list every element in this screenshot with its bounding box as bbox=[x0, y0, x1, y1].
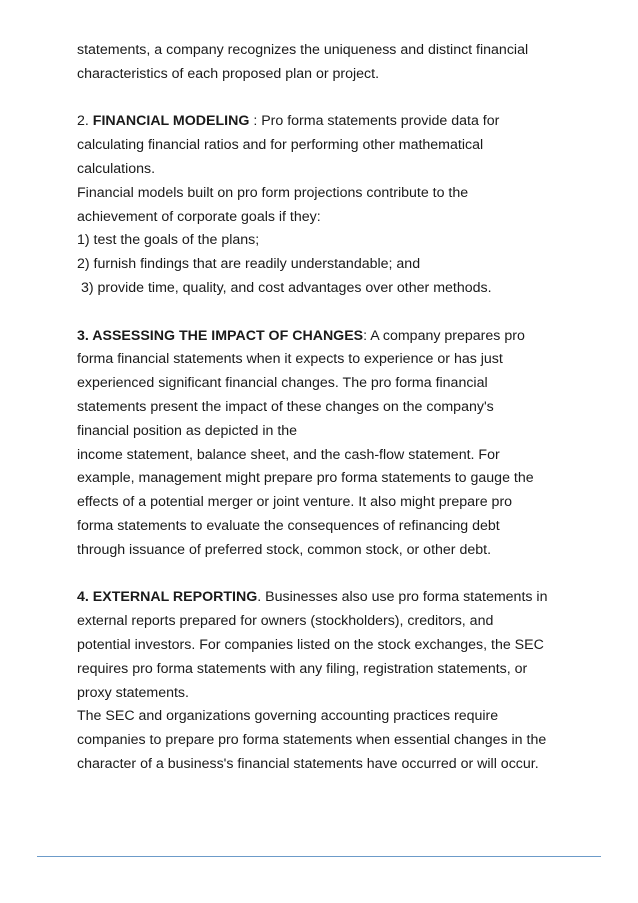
section-2-list-item: 1) test the goals of the plans; bbox=[77, 232, 260, 249]
section-3-line: forma statements to evaluate the consequences of refinancing debt bbox=[77, 517, 500, 534]
section-2-line: Financial models built on pro form projections contribute to the bbox=[77, 184, 469, 201]
section-3-heading: 3. ASSESSING THE IMPACT OF CHANGES bbox=[77, 327, 364, 344]
section-4-line: proxy statements. bbox=[77, 684, 189, 701]
section-4-line: The SEC and organizations governing accounting practices require bbox=[77, 708, 499, 725]
section-2-line: calculations. bbox=[77, 160, 156, 177]
section-3-line: forma financial statements when it expects to experience or has just bbox=[77, 351, 503, 368]
section-2-line: calculating financial ratios and for performing other mathematical bbox=[77, 137, 484, 154]
section-assessing-impact bbox=[77, 325, 617, 563]
paragraph-gap bbox=[77, 563, 617, 587]
section-4-first-line-text: . Businesses also use pro forma statements in bbox=[257, 589, 548, 606]
section-3-line: financial position as depicted in the bbox=[77, 422, 298, 439]
section-4-line: potential investors. For companies listed on the stock exchanges, the SEC bbox=[77, 636, 544, 653]
section-3-line: experienced significant financial changes. The pro forma financial bbox=[77, 375, 488, 392]
section-4-first-line bbox=[77, 586, 617, 610]
document-body bbox=[77, 39, 617, 777]
section-3-line: example, management might prepare pro forma statements to gauge the bbox=[77, 470, 534, 487]
section-2-line: achievement of corporate goals if they: bbox=[77, 208, 321, 225]
section-3-line: statements present the impact of these changes on the company's bbox=[77, 398, 494, 415]
intro-line: characteristics of each proposed plan or project. bbox=[77, 65, 380, 82]
section-financial-modeling bbox=[77, 110, 617, 300]
footer-divider bbox=[37, 856, 601, 857]
intro-paragraph bbox=[77, 39, 617, 87]
section-4-line: external reports prepared for owners (stockholders), creditors, and bbox=[77, 613, 494, 630]
paragraph-gap bbox=[77, 87, 617, 111]
section-4-line: requires pro forma statements with any filing, registration statements, or bbox=[77, 660, 528, 677]
section-3-first-line-text: : A company prepares pro bbox=[363, 327, 525, 344]
section-4-line: companies to prepare pro forma statements when essential changes in the bbox=[77, 732, 547, 749]
paragraph-gap bbox=[77, 301, 617, 325]
intro-line: statements, a company recognizes the uniqueness and distinct financial bbox=[77, 42, 529, 58]
section-2-first-line bbox=[77, 110, 617, 134]
section-3-line: effects of a potential merger or joint venture. It also might prepare pro bbox=[77, 494, 513, 511]
section-2-prefix: 2. bbox=[77, 113, 93, 130]
section-external-reporting bbox=[77, 586, 617, 776]
section-2-first-line-text: : Pro forma statements provide data for bbox=[249, 113, 500, 130]
section-2-heading: FINANCIAL MODELING bbox=[92, 113, 250, 130]
section-3-line: income statement, balance sheet, and the cash-flow statement. For bbox=[77, 446, 500, 463]
section-4-heading: 4. EXTERNAL REPORTING bbox=[77, 589, 258, 606]
section-3-first-line bbox=[77, 325, 617, 349]
section-3-line: through issuance of preferred stock, common stock, or other debt. bbox=[77, 541, 492, 558]
section-2-list-item: 2) furnish findings that are readily understandable; and bbox=[77, 256, 421, 273]
section-4-line: character of a business's financial statements have occurred or will occur. bbox=[77, 755, 539, 772]
section-2-list-item: 3) provide time, quality, and cost advantages over other methods. bbox=[77, 279, 492, 296]
